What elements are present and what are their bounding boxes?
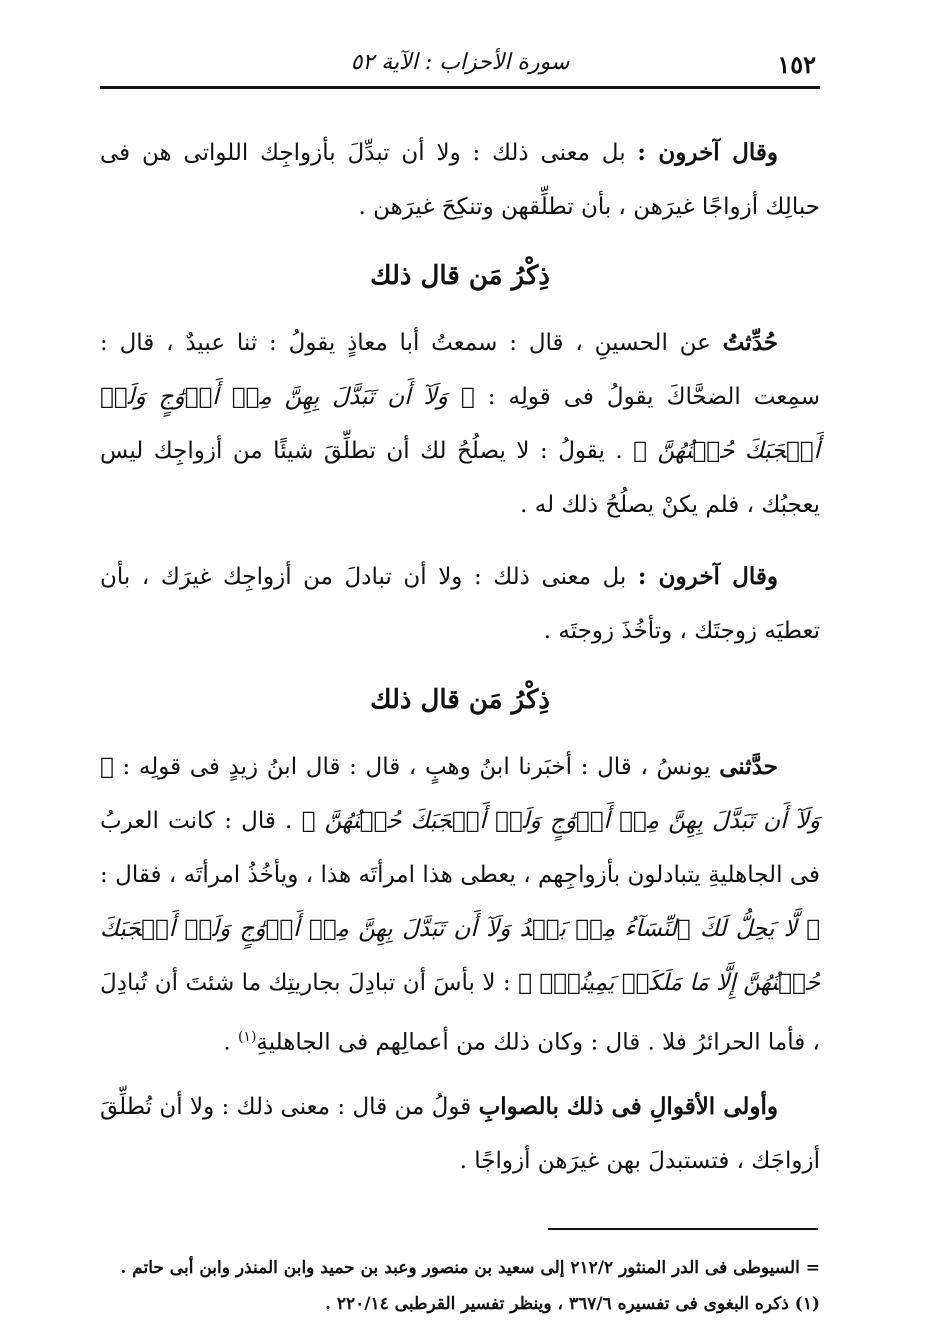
paragraph-2 [100, 316, 820, 532]
paragraph-text: . يقولُ : لا يصلُحُ لك أن تطلِّقَ شيئًا من أزواجِك ليس يعجبُك ، فلم يكنْ يصلُحُ ذلك له . [100, 438, 820, 518]
paragraph-5 [100, 1080, 820, 1188]
footnote-continuation: = السيوطى فى الدر المنثور ٢١٢/٢ إلى سعيد بن منصور وعبد بن حميد وابن المنذر وابن أبى حاتم . [120, 1258, 820, 1278]
footnote-1: (١) ذكره البغوى فى تفسيره ٣٦٧/٦ ، وينظر تفسير القرطبى ٢٢٠/١٤ . [325, 1294, 820, 1314]
footnote-ref[interactable]: (١) [237, 1029, 257, 1045]
footnotes [100, 1250, 820, 1322]
running-title: سورة الأحزاب : الآية ٥٢ [350, 50, 570, 75]
paragraph-text: : لا بأسَ أن تبادِلَ بجاريتِك ما شئتَ أن تُبادِلَ ، فأما الحرائرُ فلا . قال : وكان ذلك من أعمالِهم فى الجاهليةِ [100, 970, 820, 1056]
quran-quote: ﴿ وَلَآ أَن تَبَدَّلَ بِهِنَّ مِنۡ أَزۡوَٰجٍ وَلَوۡ أَعۡجَبَكَ حُسۡنُهُنَّ ﴾ [100, 384, 820, 464]
paragraph-3 [100, 550, 820, 658]
quran-quote-2: ﴿ لَّا يَحِلُّ لَكَ ٱلنِّسَآءُ مِنۢ بَعۡدُ وَلَآ أَن تَبَدَّلَ بِهِنَّ مِنۡ أَزۡوَٰجٍ وَلَوۡ أَعۡجَبَكَ حُسۡنُهُنَّ إِلَّا مَا مَلَكَتۡ يَمِينُكَۗ ﴾ [100, 916, 821, 996]
paragraph-text: يونسُ ، قال : أخبَرنا ابنُ وهبٍ ، قال : قال ابنُ زيدٍ فى قولِه : [113, 754, 720, 780]
paragraph-lead: حدَّثنى [719, 753, 778, 780]
paragraph-lead: وأولى الأقوالِ فى ذلك بالصوابِ [478, 1092, 779, 1120]
running-header [100, 40, 820, 89]
paragraph-text: بل معنى ذلك : ولا أن تبدِّلَ بأزواجِك اللواتى هن فى حبالِك أزواجًا غيرَهن ، بأن تطلِّقهن وتنكِحَ غيرَهن . [100, 140, 820, 220]
section-heading-2: ذِكْرُ مَن قال ذلك [370, 685, 550, 715]
paragraph-text: . [223, 1029, 238, 1056]
page-body [100, 126, 820, 1188]
paragraph-lead: حُدِّثتُ [722, 329, 778, 356]
footnote-divider [548, 1228, 818, 1230]
paragraph-text: عن الحسينِ ، قال : سمعتُ أبا معاذٍ يقولُ : ثنا عبيدٌ ، قال : سمِعت الضحَّاكَ يقولُ فى قولِه : [100, 330, 821, 410]
paragraph-text: . قال : كانت العربُ فى الجاهليةِ يتبادلون بأزواجِهم ، يعطى هذا امرأتَه هذا ، ويأخُذُ امرأتَه ، فقال : [100, 808, 820, 888]
page-number: ١٥٢ [777, 50, 816, 79]
paragraph-text: بل معنى ذلك : ولا أن تبادلَ من أزواجِك غيرَك ، بأن تعطيَه زوجتَك ، وتأخُذَ زوجتَه . [100, 564, 820, 644]
paragraph-text: قولُ من قال : معنى ذلك : ولا أن تُطلِّقَ أزواجَك ، فتستبدلَ بهن غيرَهن أزواجًا . [100, 1093, 820, 1174]
book-page [100, 40, 821, 1314]
section-heading-1: ذِكْرُ مَن قال ذلك [370, 261, 550, 291]
paragraph-1 [100, 126, 820, 234]
paragraph-4 [100, 740, 820, 1070]
quran-quote: ﴿ وَلَآ أَن تَبَدَّلَ بِهِنَّ مِنۡ أَزۡوَٰجٍ وَلَوۡ أَعۡجَبَكَ حُسۡنُهُنَّ ﴾ [100, 754, 821, 834]
paragraph-lead: وقال آخرون : [637, 563, 778, 590]
paragraph-lead: وقال آخرون : [637, 139, 778, 166]
